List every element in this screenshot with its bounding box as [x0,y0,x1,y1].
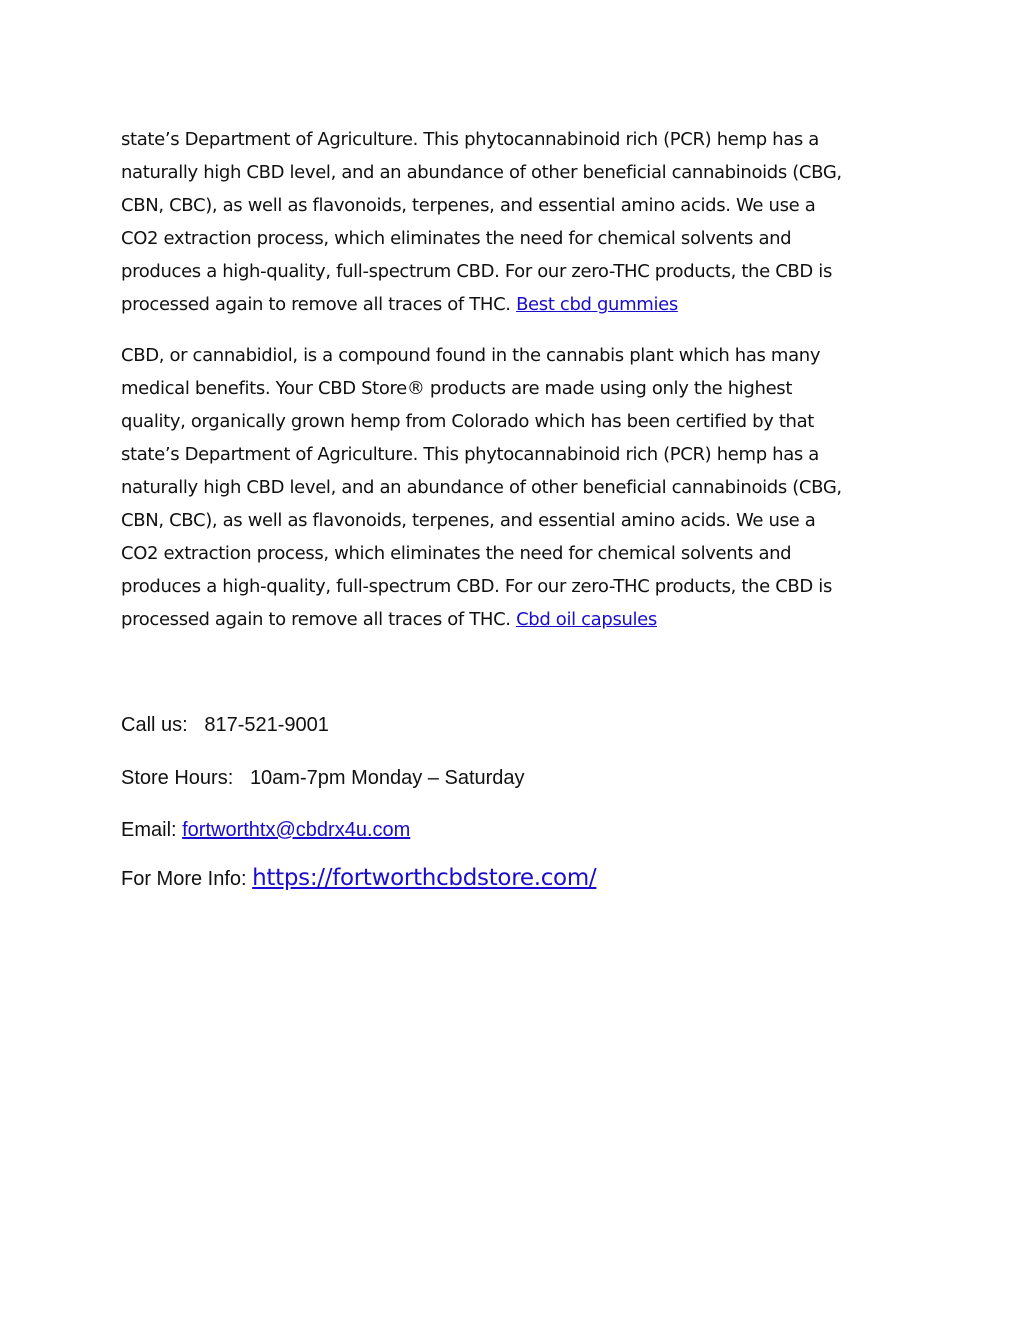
paragraph-2 [121,339,921,636]
store-hours-line [121,767,921,790]
paragraph-last-line [121,288,921,321]
paragraph-line: CO2 extraction process, which eliminates the need for chemical solvents and [121,543,792,564]
paragraph-line: CBN, CBC), as well as flavonoids, terpenes, and essential amino acids. We use a [121,510,816,531]
phone-number: 817-521-9001 [204,714,329,736]
paragraph-line: produces a high-quality, full-spectrum CBD. For our zero-THC products, the CBD is [121,576,832,597]
paragraph-line: CBN, CBC), as well as flavonoids, terpenes, and essential amino acids. We use a [121,195,816,216]
store-hours-label: Store Hours: [121,767,250,789]
paragraph-line: CBD, or cannabidiol, is a compound found in the cannabis plant which has many [121,345,821,366]
paragraph-line: state’s Department of Agriculture. This phytocannabinoid rich (PCR) hemp has a [121,129,819,150]
more-info-line [121,865,921,891]
paragraph-line: CO2 extraction process, which eliminates the need for chemical solvents and [121,228,792,249]
email-link[interactable]: fortworthtx@cbdrx4u.com [182,819,411,841]
website-link[interactable]: https://fortworthcbdstore.com/ [252,865,597,891]
cbd-oil-capsules-link[interactable]: Cbd oil capsules [516,609,657,630]
paragraph-line: quality, organically grown hemp from Colorado which has been certified by that [121,411,814,432]
paragraph-line-text: processed again to remove all traces of THC. [121,609,517,630]
more-info-label: For More Info: [121,868,253,890]
email-label: Email: [121,819,183,841]
paragraph-last-line [121,603,921,636]
body-text [121,123,921,654]
paragraph-1 [121,123,921,321]
best-cbd-gummies-link[interactable]: Best cbd gummies [516,294,678,315]
paragraph-line: naturally high CBD level, and an abundance of other beneficial cannabinoids (CBG, [121,162,842,183]
email-line [121,819,921,842]
store-hours-value: 10am-7pm Monday – Saturday [249,767,525,789]
paragraph-line-text: processed again to remove all traces of THC. [121,294,517,315]
paragraph-line: medical benefits. Your CBD Store® products are made using only the highest [121,378,793,399]
paragraph-line: state’s Department of Agriculture. This phytocannabinoid rich (PCR) hemp has a [121,444,819,465]
call-us-label: Call us: [121,714,205,736]
call-us-line [121,714,921,737]
paragraph-line: naturally high CBD level, and an abundance of other beneficial cannabinoids (CBG, [121,477,842,498]
paragraph-line: produces a high-quality, full-spectrum CBD. For our zero-THC products, the CBD is [121,261,832,282]
